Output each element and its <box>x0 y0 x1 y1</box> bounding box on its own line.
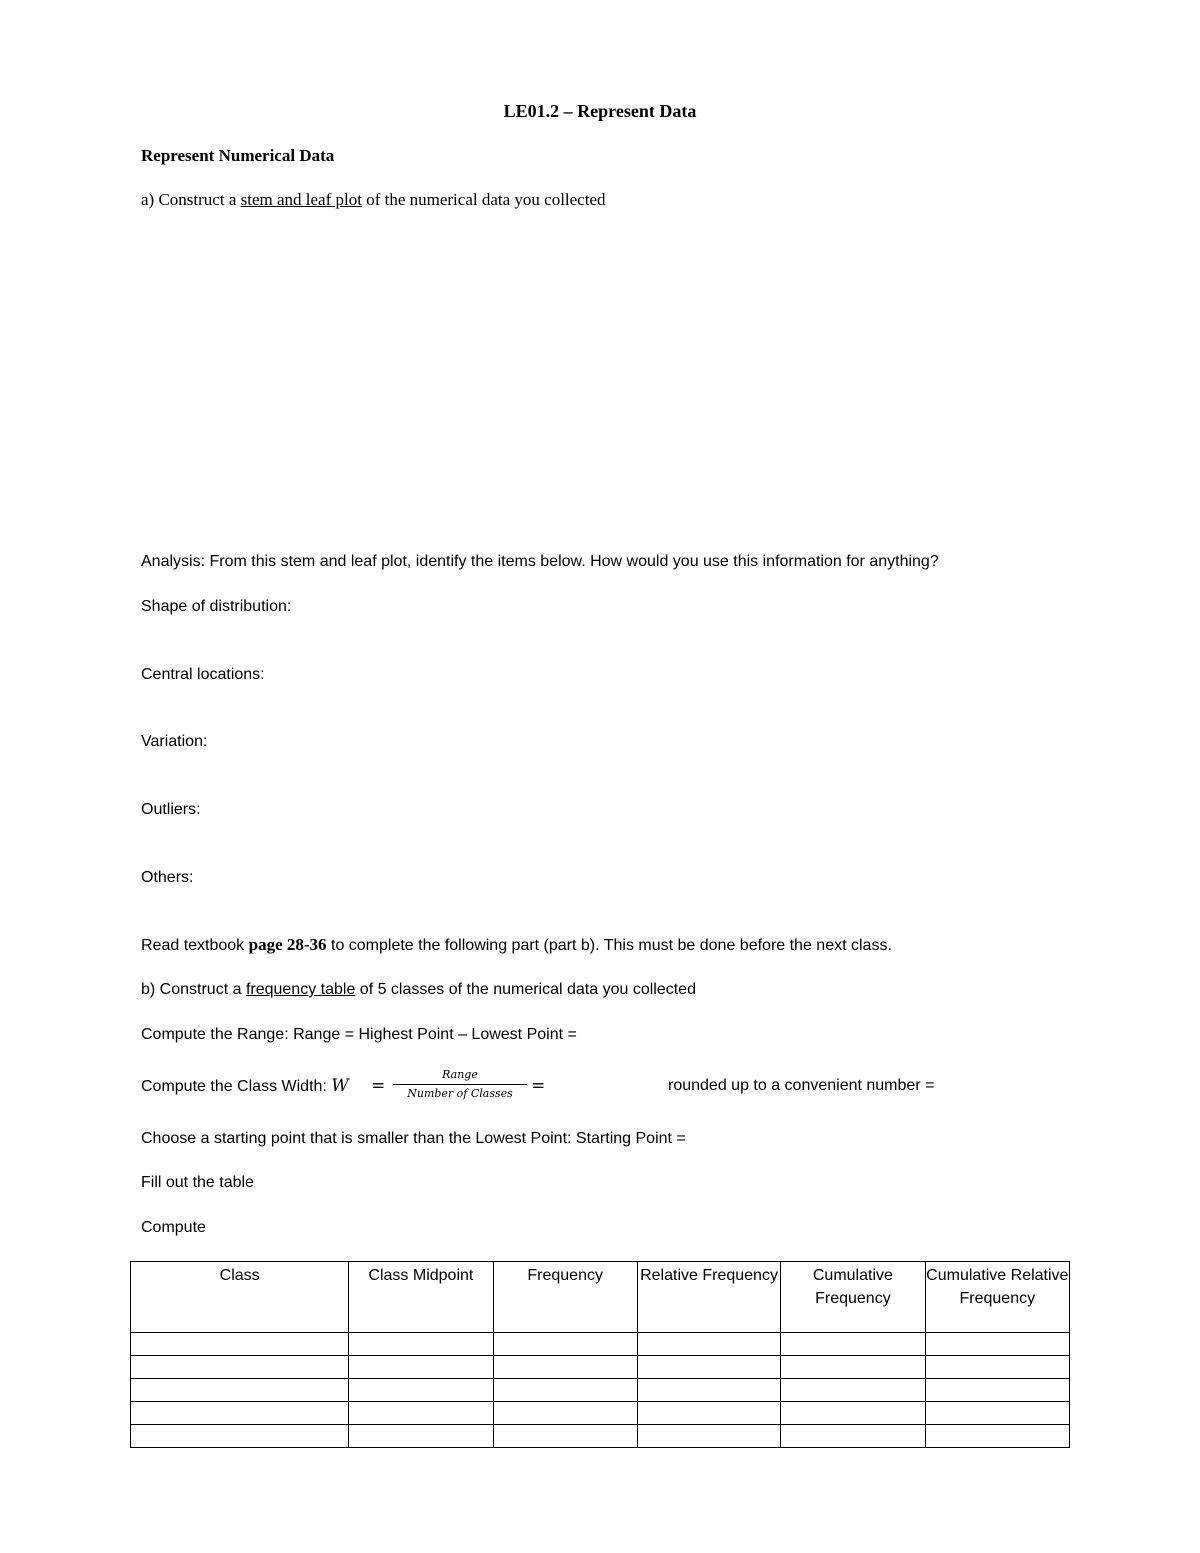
table-cell[interactable] <box>925 1356 1069 1379</box>
table-cell[interactable] <box>781 1356 925 1379</box>
reading-instruction <box>141 934 892 957</box>
table-cell[interactable] <box>349 1333 493 1356</box>
part-b-instruction <box>141 979 696 1001</box>
table-body <box>131 1333 1070 1448</box>
table-cell[interactable] <box>781 1333 925 1356</box>
header-class: Class <box>131 1262 349 1333</box>
header-cumulative-relative-frequency: Cumulative Relative Frequency <box>925 1262 1069 1333</box>
analysis-item-shape: Shape of distribution: <box>141 598 292 615</box>
table-cell[interactable] <box>131 1333 349 1356</box>
table-cell[interactable] <box>493 1333 637 1356</box>
class-width-variable: W <box>331 1076 349 1096</box>
table-row <box>131 1356 1070 1379</box>
table-cell[interactable] <box>925 1425 1069 1448</box>
table-cell[interactable] <box>925 1402 1069 1425</box>
table-cell[interactable] <box>925 1333 1069 1356</box>
frequency-table <box>130 1261 1070 1448</box>
section-heading: Represent Numerical Data <box>141 146 335 165</box>
table-cell[interactable] <box>493 1379 637 1402</box>
table-cell[interactable] <box>925 1379 1069 1402</box>
table-cell[interactable] <box>637 1356 780 1379</box>
table-cell[interactable] <box>131 1402 349 1425</box>
table-cell[interactable] <box>493 1402 637 1425</box>
page-title: LE01.2 – Represent Data <box>503 101 697 121</box>
analysis-prompt: Analysis: From this stem and leaf plot, identify the items below. How would you use this information for anything? <box>141 553 939 570</box>
analysis-item-others: Others: <box>141 869 194 886</box>
part-b-prefix: b) Construct a <box>141 981 246 998</box>
table-cell[interactable] <box>781 1402 925 1425</box>
reading-prefix: Read textbook <box>141 937 249 954</box>
table-cell[interactable] <box>637 1379 780 1402</box>
table-cell[interactable] <box>781 1425 925 1448</box>
reading-pages: page 28-36 <box>248 935 327 954</box>
part-a-suffix: of the numerical data you collected <box>361 190 606 209</box>
class-width-equals-after: = <box>531 1076 546 1096</box>
table-cell[interactable] <box>781 1379 925 1402</box>
table-row <box>131 1379 1070 1402</box>
compute-label: Compute <box>141 1219 206 1236</box>
analysis-item-outliers: Outliers: <box>141 801 201 818</box>
class-width-text: Compute the Class Width: <box>141 1078 332 1095</box>
fraction-denominator: Number of Classes <box>407 1087 513 1100</box>
header-relative-frequency: Relative Frequency <box>637 1262 780 1333</box>
class-width-equals: = <box>371 1076 386 1096</box>
table-cell[interactable] <box>349 1402 493 1425</box>
part-a-prefix: a) Construct a <box>141 190 241 209</box>
rounded-instruction: rounded up to a convenient number = <box>668 1077 935 1094</box>
header-class-midpoint: Class Midpoint <box>349 1262 493 1333</box>
class-width-label <box>141 1075 349 1098</box>
reading-suffix: to complete the following part (part b). This must be done before the next class. <box>326 937 892 954</box>
part-b-underlined-term: frequency table <box>245 981 356 998</box>
class-width-fraction <box>393 1066 527 1103</box>
table-cell[interactable] <box>131 1356 349 1379</box>
table-cell[interactable] <box>349 1356 493 1379</box>
table-cell[interactable] <box>349 1379 493 1402</box>
table-cell[interactable] <box>349 1425 493 1448</box>
table-row <box>131 1402 1070 1425</box>
header-frequency: Frequency <box>493 1262 637 1333</box>
table-cell[interactable] <box>637 1402 780 1425</box>
range-instruction: Compute the Range: Range = Highest Point – Lowest Point = <box>141 1026 577 1043</box>
table-cell[interactable] <box>131 1425 349 1448</box>
part-b-suffix: of 5 classes of the numerical data you collected <box>355 981 696 998</box>
table-row <box>131 1425 1070 1448</box>
table-cell[interactable] <box>493 1425 637 1448</box>
part-a-instruction <box>141 189 606 211</box>
analysis-item-central: Central locations: <box>141 666 265 683</box>
table-header-row <box>131 1262 1070 1333</box>
table-cell[interactable] <box>637 1333 780 1356</box>
table-row <box>131 1333 1070 1356</box>
fill-table-instruction: Fill out the table <box>141 1174 254 1191</box>
starting-point-instruction: Choose a starting point that is smaller than the Lowest Point: Starting Point = <box>141 1130 686 1147</box>
table-cell[interactable] <box>131 1379 349 1402</box>
analysis-item-variation: Variation: <box>141 733 208 750</box>
part-a-underlined-term: stem and leaf plot <box>240 190 362 209</box>
table-cell[interactable] <box>637 1425 780 1448</box>
table-cell[interactable] <box>493 1356 637 1379</box>
fraction-numerator: Range <box>442 1068 478 1081</box>
header-cumulative-frequency: Cumulative Frequency <box>781 1262 925 1333</box>
